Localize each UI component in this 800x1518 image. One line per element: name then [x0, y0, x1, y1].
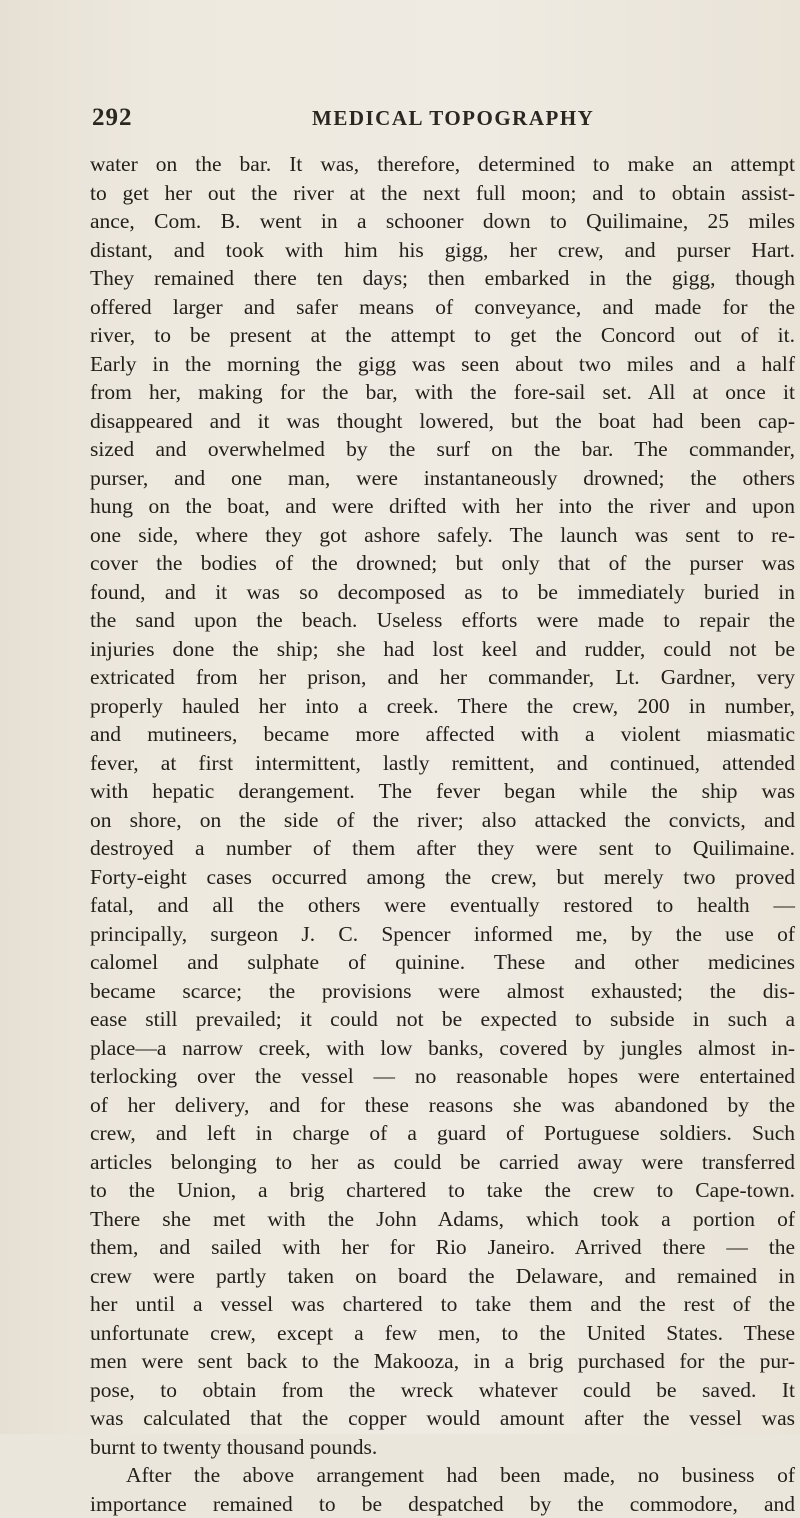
text-line: burnt to twenty thousand pounds.: [90, 1433, 795, 1462]
text-line: was calculated that the copper would amount after the vessel was: [90, 1404, 795, 1433]
text-line: the sand upon the beach. Useless efforts were made to repair the: [90, 606, 795, 635]
text-line: There she met with the John Adams, which took a portion of: [90, 1205, 795, 1234]
text-line: from her, making for the bar, with the fore-sail set. All at once it: [90, 378, 795, 407]
text-line: water on the bar. It was, therefore, determined to make an attempt: [90, 150, 795, 179]
text-line: extricated from her prison, and her commander, Lt. Gardner, very: [90, 663, 795, 692]
page-number: 292: [92, 104, 133, 132]
body-text: [90, 150, 795, 1518]
text-line: and mutineers, became more affected with a violent miasmatic: [90, 720, 795, 749]
text-line: pose, to obtain from the wreck whatever could be saved. It: [90, 1376, 795, 1405]
running-title: MEDICAL TOPOGRAPHY: [312, 106, 594, 131]
text-line: to get her out the river at the next full moon; and to obtain assist-: [90, 179, 795, 208]
text-line: Forty-eight cases occurred among the crew, but merely two proved: [90, 863, 795, 892]
text-line: to the Union, a brig chartered to take the crew to Cape-town.: [90, 1176, 795, 1205]
text-line: purser, and one man, were instantaneously drowned; the others: [90, 464, 795, 493]
text-line: Early in the morning the gigg was seen about two miles and a half: [90, 350, 795, 379]
text-line: cover the bodies of the drowned; but only that of the purser was: [90, 549, 795, 578]
text-line: ease still prevailed; it could not be expected to subside in such a: [90, 1005, 795, 1034]
text-line: articles belonging to her as could be carried away were transferred: [90, 1148, 795, 1177]
text-line: offered larger and safer means of conveyance, and made for the: [90, 293, 795, 322]
text-line: fever, at first intermittent, lastly remittent, and continued, attended: [90, 749, 795, 778]
text-line: They remained there ten days; then embarked in the gigg, though: [90, 264, 795, 293]
text-line: one side, where they got ashore safely. The launch was sent to re-: [90, 521, 795, 550]
text-line: distant, and took with him his gigg, her crew, and purser Hart.: [90, 236, 795, 265]
text-line: principally, surgeon J. C. Spencer informed me, by the use of: [90, 920, 795, 949]
text-line: of her delivery, and for these reasons she was abandoned by the: [90, 1091, 795, 1120]
text-line: hung on the boat, and were drifted with her into the river and upon: [90, 492, 795, 521]
text-line: crew were partly taken on board the Delaware, and remained in: [90, 1262, 795, 1291]
text-line: on shore, on the side of the river; also attacked the convicts, and: [90, 806, 795, 835]
text-line: terlocking over the vessel — no reasonable hopes were entertained: [90, 1062, 795, 1091]
text-line: her until a vessel was chartered to take them and the rest of the: [90, 1290, 795, 1319]
text-line: men were sent back to the Makooza, in a brig purchased for the pur-: [90, 1347, 795, 1376]
text-line: ance, Com. B. went in a schooner down to Quilimaine, 25 miles: [90, 207, 795, 236]
text-line: fatal, and all the others were eventually restored to health —: [90, 891, 795, 920]
text-line: them, and sailed with her for Rio Janeiro. Arrived there — the: [90, 1233, 795, 1262]
text-line: place—a narrow creek, with low banks, covered by jungles almost in-: [90, 1034, 795, 1063]
text-line: river, to be present at the attempt to get the Concord out of it.: [90, 321, 795, 350]
text-line: became scarce; the provisions were almost exhausted; the dis-: [90, 977, 795, 1006]
text-line: properly hauled her into a creek. There the crew, 200 in number,: [90, 692, 795, 721]
text-line: with hepatic derangement. The fever began while the ship was: [90, 777, 795, 806]
text-line: calomel and sulphate of quinine. These and other medicines: [90, 948, 795, 977]
text-line: After the above arrangement had been made, no business of: [90, 1461, 795, 1490]
text-line: importance remained to be despatched by the commodore, and: [90, 1490, 795, 1518]
text-line: crew, and left in charge of a guard of Portuguese soldiers. Such: [90, 1119, 795, 1148]
text-line: destroyed a number of them after they were sent to Quilimaine.: [90, 834, 795, 863]
text-line: injuries done the ship; she had lost keel and rudder, could not be: [90, 635, 795, 664]
text-line: found, and it was so decomposed as to be immediately buried in: [90, 578, 795, 607]
text-line: disappeared and it was thought lowered, but the boat had been cap-: [90, 407, 795, 436]
text-line: sized and overwhelmed by the surf on the bar. The commander,: [90, 435, 795, 464]
text-line: unfortunate crew, except a few men, to the United States. These: [90, 1319, 795, 1348]
